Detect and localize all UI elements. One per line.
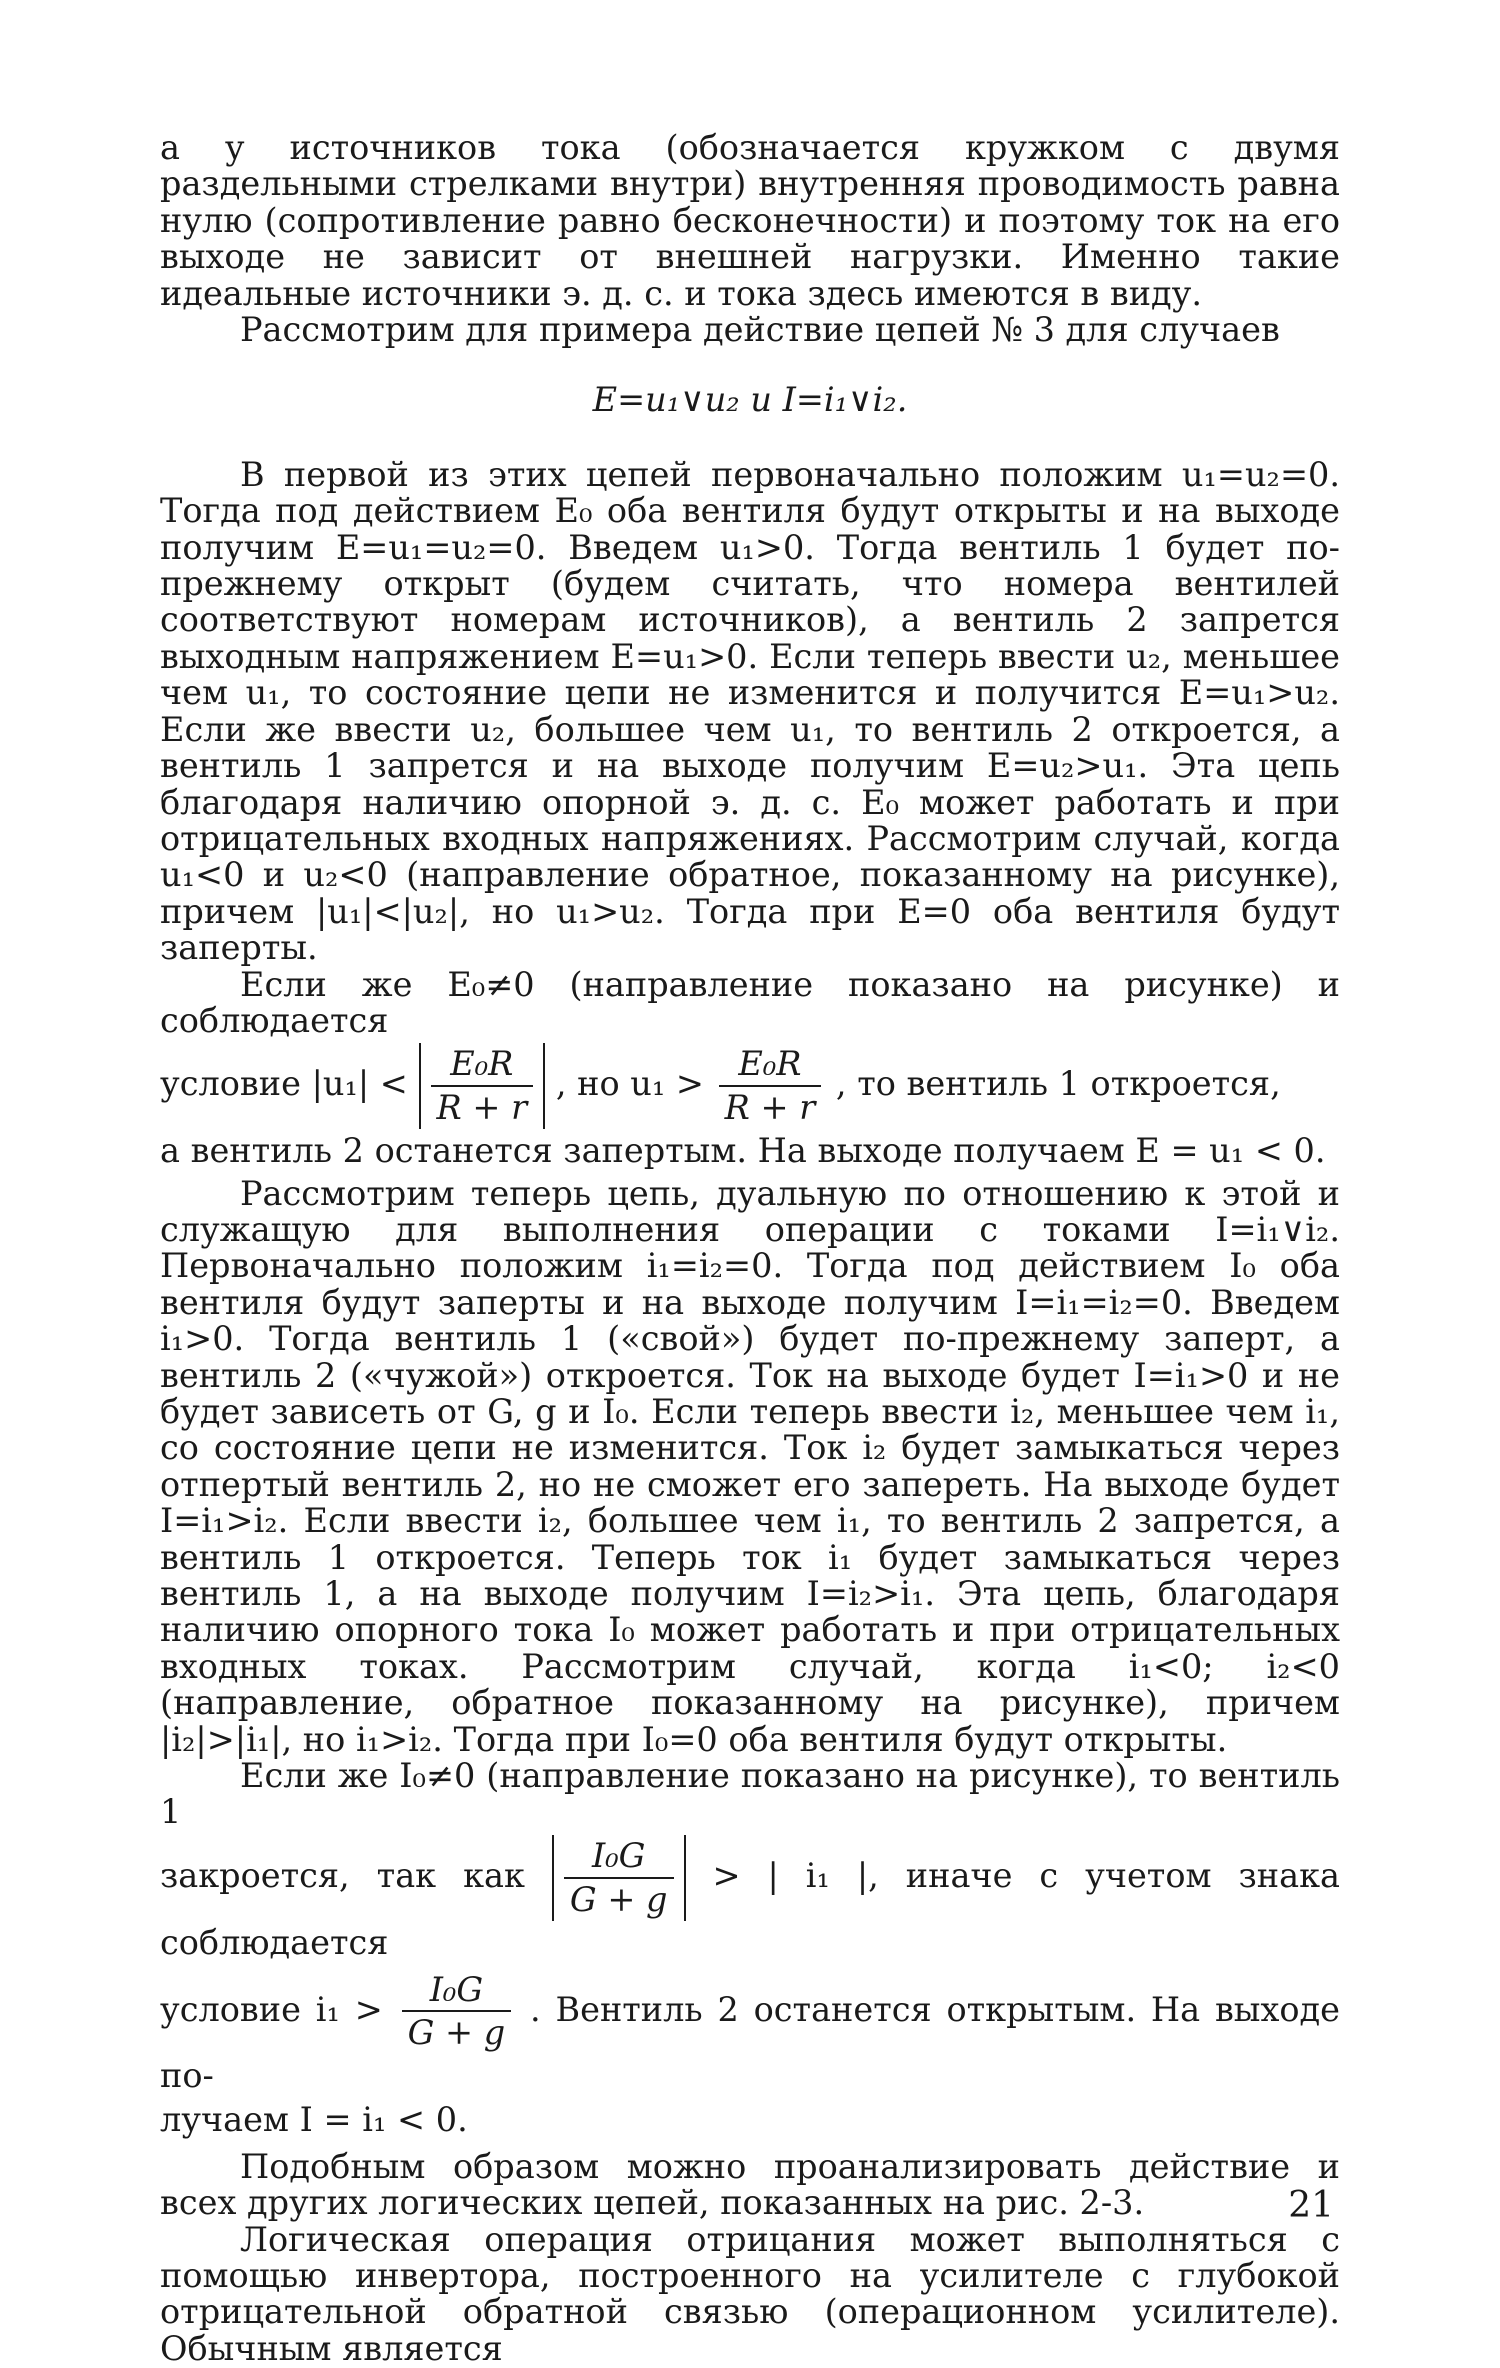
formula-line-condition-u1 bbox=[160, 1043, 1340, 1129]
fraction-denominator: G + g bbox=[407, 2013, 506, 2053]
fraction-denominator: G + g bbox=[569, 1879, 668, 1919]
formula-line-close bbox=[160, 1835, 1340, 1965]
paragraph-2: Рассмотрим для примера действие цепей № 3 для случаев bbox=[240, 310, 1280, 350]
fraction-i0g bbox=[564, 1835, 674, 1921]
fraction-numerator: I₀G bbox=[402, 1969, 512, 2013]
abs-fraction-2 bbox=[552, 1835, 686, 1921]
paragraph-1: а у источников тока (обозначается кружком с двумя раздельными стрелками внутри) внутренняя проводимость равна нулю (сопротивление равно бесконечности) и поэтому ток на его выходе не зависит от внешней нагрузки. Именно такие идеальные источники э. д. с. и тока здесь имеются в виду. bbox=[160, 128, 1340, 313]
paragraph-8: Логическая операция отрицания может выполняться с помощью инвертора, построенного на усилителе с глубокой отрицательной обратной связью (операционном усилителе). Обычным является bbox=[160, 2219, 1340, 2368]
paragraph-4c: а вентиль 2 останется запертым. На выходе получаем E = u₁ < 0. bbox=[160, 1131, 1326, 1171]
paragraph-6a: Если же I₀≠0 (направление показано на рисунке), то вентиль 1 bbox=[160, 1756, 1340, 1832]
condition-i1-suffix: . Вентиль 2 останется открытым. На выходе по- bbox=[160, 1989, 1340, 2096]
paragraph-4a: Если же E₀≠0 (направление показано на рисунке) и соблюдается bbox=[160, 964, 1340, 1040]
condition-suffix: , то вентиль 1 откроется, bbox=[835, 1064, 1281, 1104]
close-suffix: > | i₁ |, иначе с учетом знака соблюдается bbox=[160, 1855, 1341, 1962]
fraction-denominator: R + r bbox=[436, 1088, 528, 1128]
formula-or-operation: E=u₁∨u₂ и I=i₁∨i₂. bbox=[592, 380, 908, 420]
close-prefix: закроется, так как bbox=[160, 1855, 525, 1895]
fraction-numerator: I₀G bbox=[564, 1835, 674, 1879]
condition-middle: , но u₁ > bbox=[555, 1064, 704, 1104]
page-body bbox=[160, 128, 1341, 2368]
page-number: 21 bbox=[1288, 2185, 1334, 2226]
fraction-numerator: E₀R bbox=[431, 1043, 534, 1087]
fraction-numerator: E₀R bbox=[719, 1043, 822, 1087]
condition-prefix: условие |u₁| < bbox=[160, 1064, 408, 1104]
fraction-i0g-2 bbox=[402, 1969, 512, 2055]
paragraph-7: Подобным образом можно проанализировать действие и всех других логических цепей, показанных на рис. 2-3. bbox=[160, 2146, 1340, 2223]
fraction-denominator: R + r bbox=[724, 1088, 816, 1128]
paragraph-3: В первой из этих цепей первоначально положим u₁=u₂=0. Тогда под действием E₀ оба вентиля будут открыты и на выходе получим E=u₁=u₂=0. Введем u₁>0. Тогда вентиль 1 будет по-прежнему открыт (будем считать, что номера вентилей соответствуют номерам источников), а вентиль 2 запрется выходным напряжением E=u₁>0. Если теперь ввести u₂, меньшее чем u₁, то состояние цепи не изменится и получится E=u₁>u₂. Если же ввести u₂, большее чем u₁, то вентиль 2 откроется, а вентиль 1 запрется и на выходе получим E=u₂>u₁. Эта цепь благодаря наличию опорной э. д. с. E₀ может работать и при отрицательных входных напряжениях. Рассмотрим случай, когда u₁<0 и u₂<0 (направление обратное, показанному на рисунке), причем |u₁|<|u₂|, но u₁>u₂. Тогда при E=0 оба вентиля будут заперты. bbox=[160, 454, 1340, 968]
condition-i1-prefix: условие i₁ > bbox=[160, 1989, 383, 2029]
paragraph-6d: лучаем I = i₁ < 0. bbox=[160, 2100, 468, 2140]
abs-fraction-1 bbox=[419, 1043, 546, 1129]
paragraph-5: Рассмотрим теперь цепь, дуальную по отношению к этой и служащую для выполнения операции с токами I=i₁∨i₂. Первоначально положим i₁=i₂=0. Тогда под действием I₀ оба вентиля будут заперты и на выходе получим I=i₁=i₂=0. Введем i₁>0. Тогда вентиль 1 («свой») будет по-прежнему заперт, а вентиль 2 («чужой») откроется. Ток на выходе будет I=i₁>0 и не будет зависеть от G, g и I₀. Если теперь ввести i₂, меньшее чем i₁, со состояние цепи не изменится. Ток i₂ будет замыкаться через отпертый вентиль 2, но не сможет его запереть. На выходе будет I=i₁>i₂. Если ввести i₂, большее чем i₁, то вентиль 2 запрется, а вентиль 1 откроется. Теперь ток i₁ будет замыкаться через вентиль 1, а на выходе получим I=i₂>i₁. Эта цепь, благодаря наличию опорного тока I₀ может работать и при отрицательных входных токах. Рассмотрим случай, когда i₁<0; i₂<0 (направление, обратное показанному на рисунке), причем |i₂|>|i₁|, но i₁>i₂. Тогда при I₀=0 оба вентиля будут открыты. bbox=[160, 1173, 1340, 1759]
fraction-e0r-2 bbox=[719, 1043, 822, 1129]
formula-line-condition-i1 bbox=[160, 1969, 1340, 2099]
fraction-e0r bbox=[431, 1043, 534, 1129]
